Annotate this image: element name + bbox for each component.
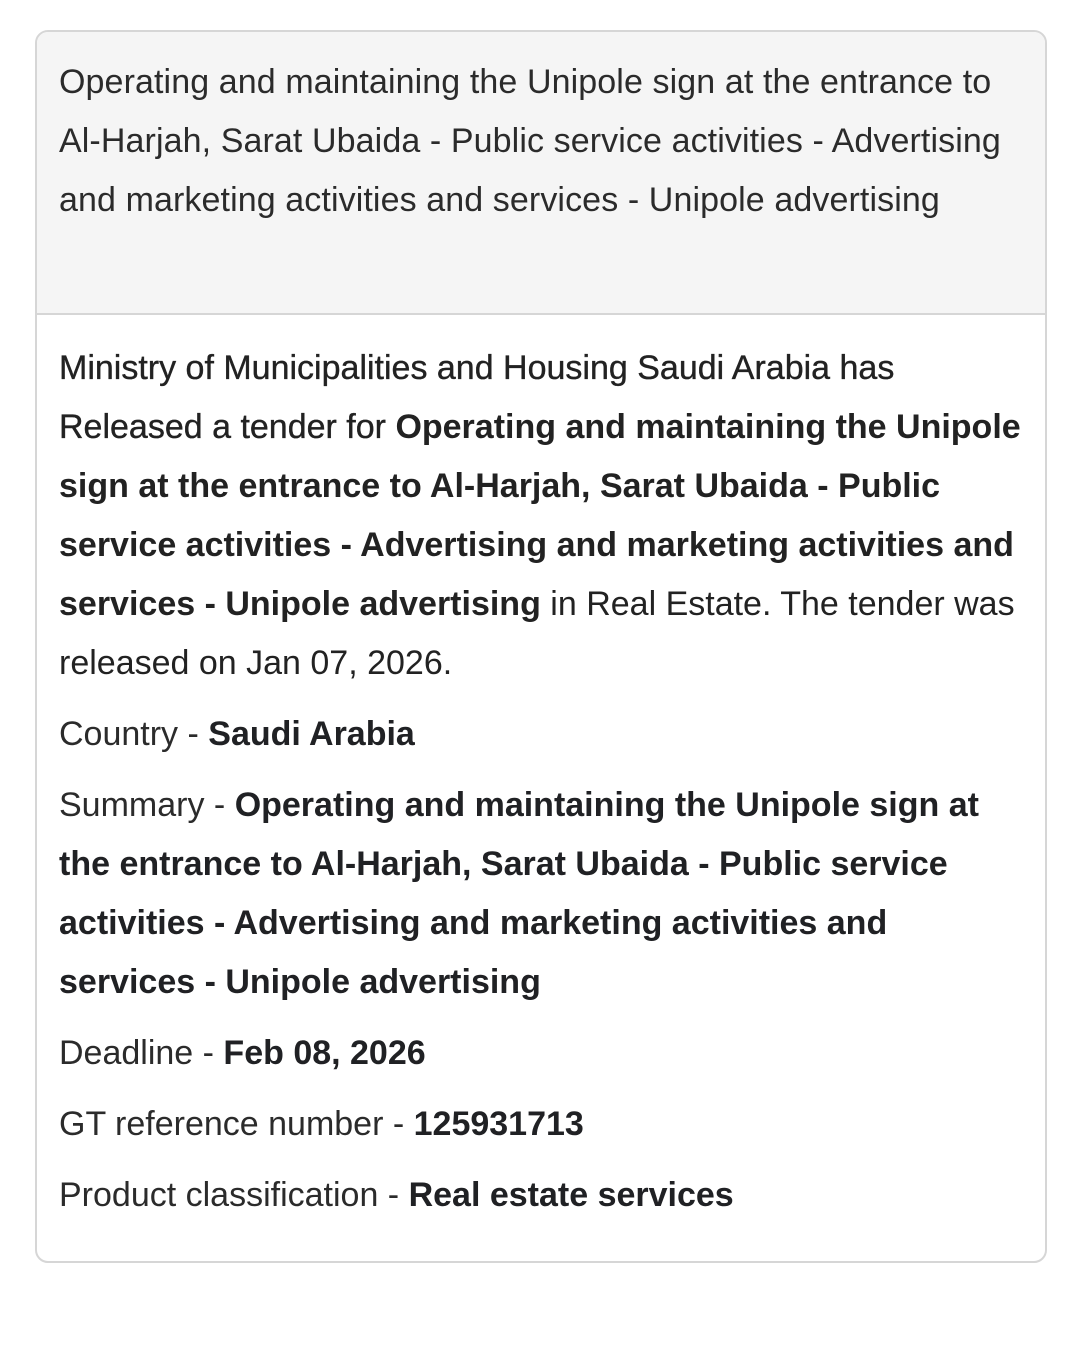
detail-value: Operating and maintaining the Unipole sign at the entrance to Al-Harjah, Sarat Ubaida - Public service activities - Advertising and marketing activities and services - Unipole advertising	[59, 786, 979, 1001]
detail-label: Product classification -	[59, 1176, 409, 1214]
tender-card-header	[37, 32, 1045, 315]
description-tender-title: Operating and maintaining the Unipole sign at the entrance to Al-Harjah, Sarat Ubaida - Public service activities - Advertising and marketing activities and services - Unipole advertising	[59, 408, 1021, 623]
description-lead-text: has Released a tender for	[59, 349, 895, 446]
detail-label: Deadline -	[59, 1034, 224, 1072]
detail-summary	[59, 776, 1023, 1012]
tender-card	[35, 30, 1047, 1263]
detail-country	[59, 705, 1023, 764]
detail-value: Saudi Arabia	[208, 715, 415, 753]
detail-value: Feb 08, 2026	[223, 1034, 426, 1072]
detail-gt-reference-number	[59, 1095, 1023, 1154]
detail-label: GT reference number -	[59, 1105, 414, 1143]
tender-description	[59, 339, 1023, 693]
detail-deadline	[59, 1024, 1023, 1083]
detail-label: Summary -	[59, 786, 235, 824]
detail-label: Country -	[59, 715, 209, 753]
tender-card-body	[37, 315, 1045, 1261]
organization-name: Ministry of Municipalities and Housing Saudi Arabia	[59, 349, 831, 387]
description-sector-text: in Real Estate. The tender was released on Jan 07, 2026.	[59, 585, 1015, 682]
tender-title: Operating and maintaining the Unipole sign at the entrance to Al-Harjah, Sarat Ubaida - Public service activities - Advertising and marketing activities and services - Unipole advertising	[59, 63, 1001, 219]
detail-value: 125931713	[413, 1105, 584, 1143]
detail-product-classification	[59, 1166, 1023, 1225]
detail-value: Real estate services	[408, 1176, 734, 1214]
